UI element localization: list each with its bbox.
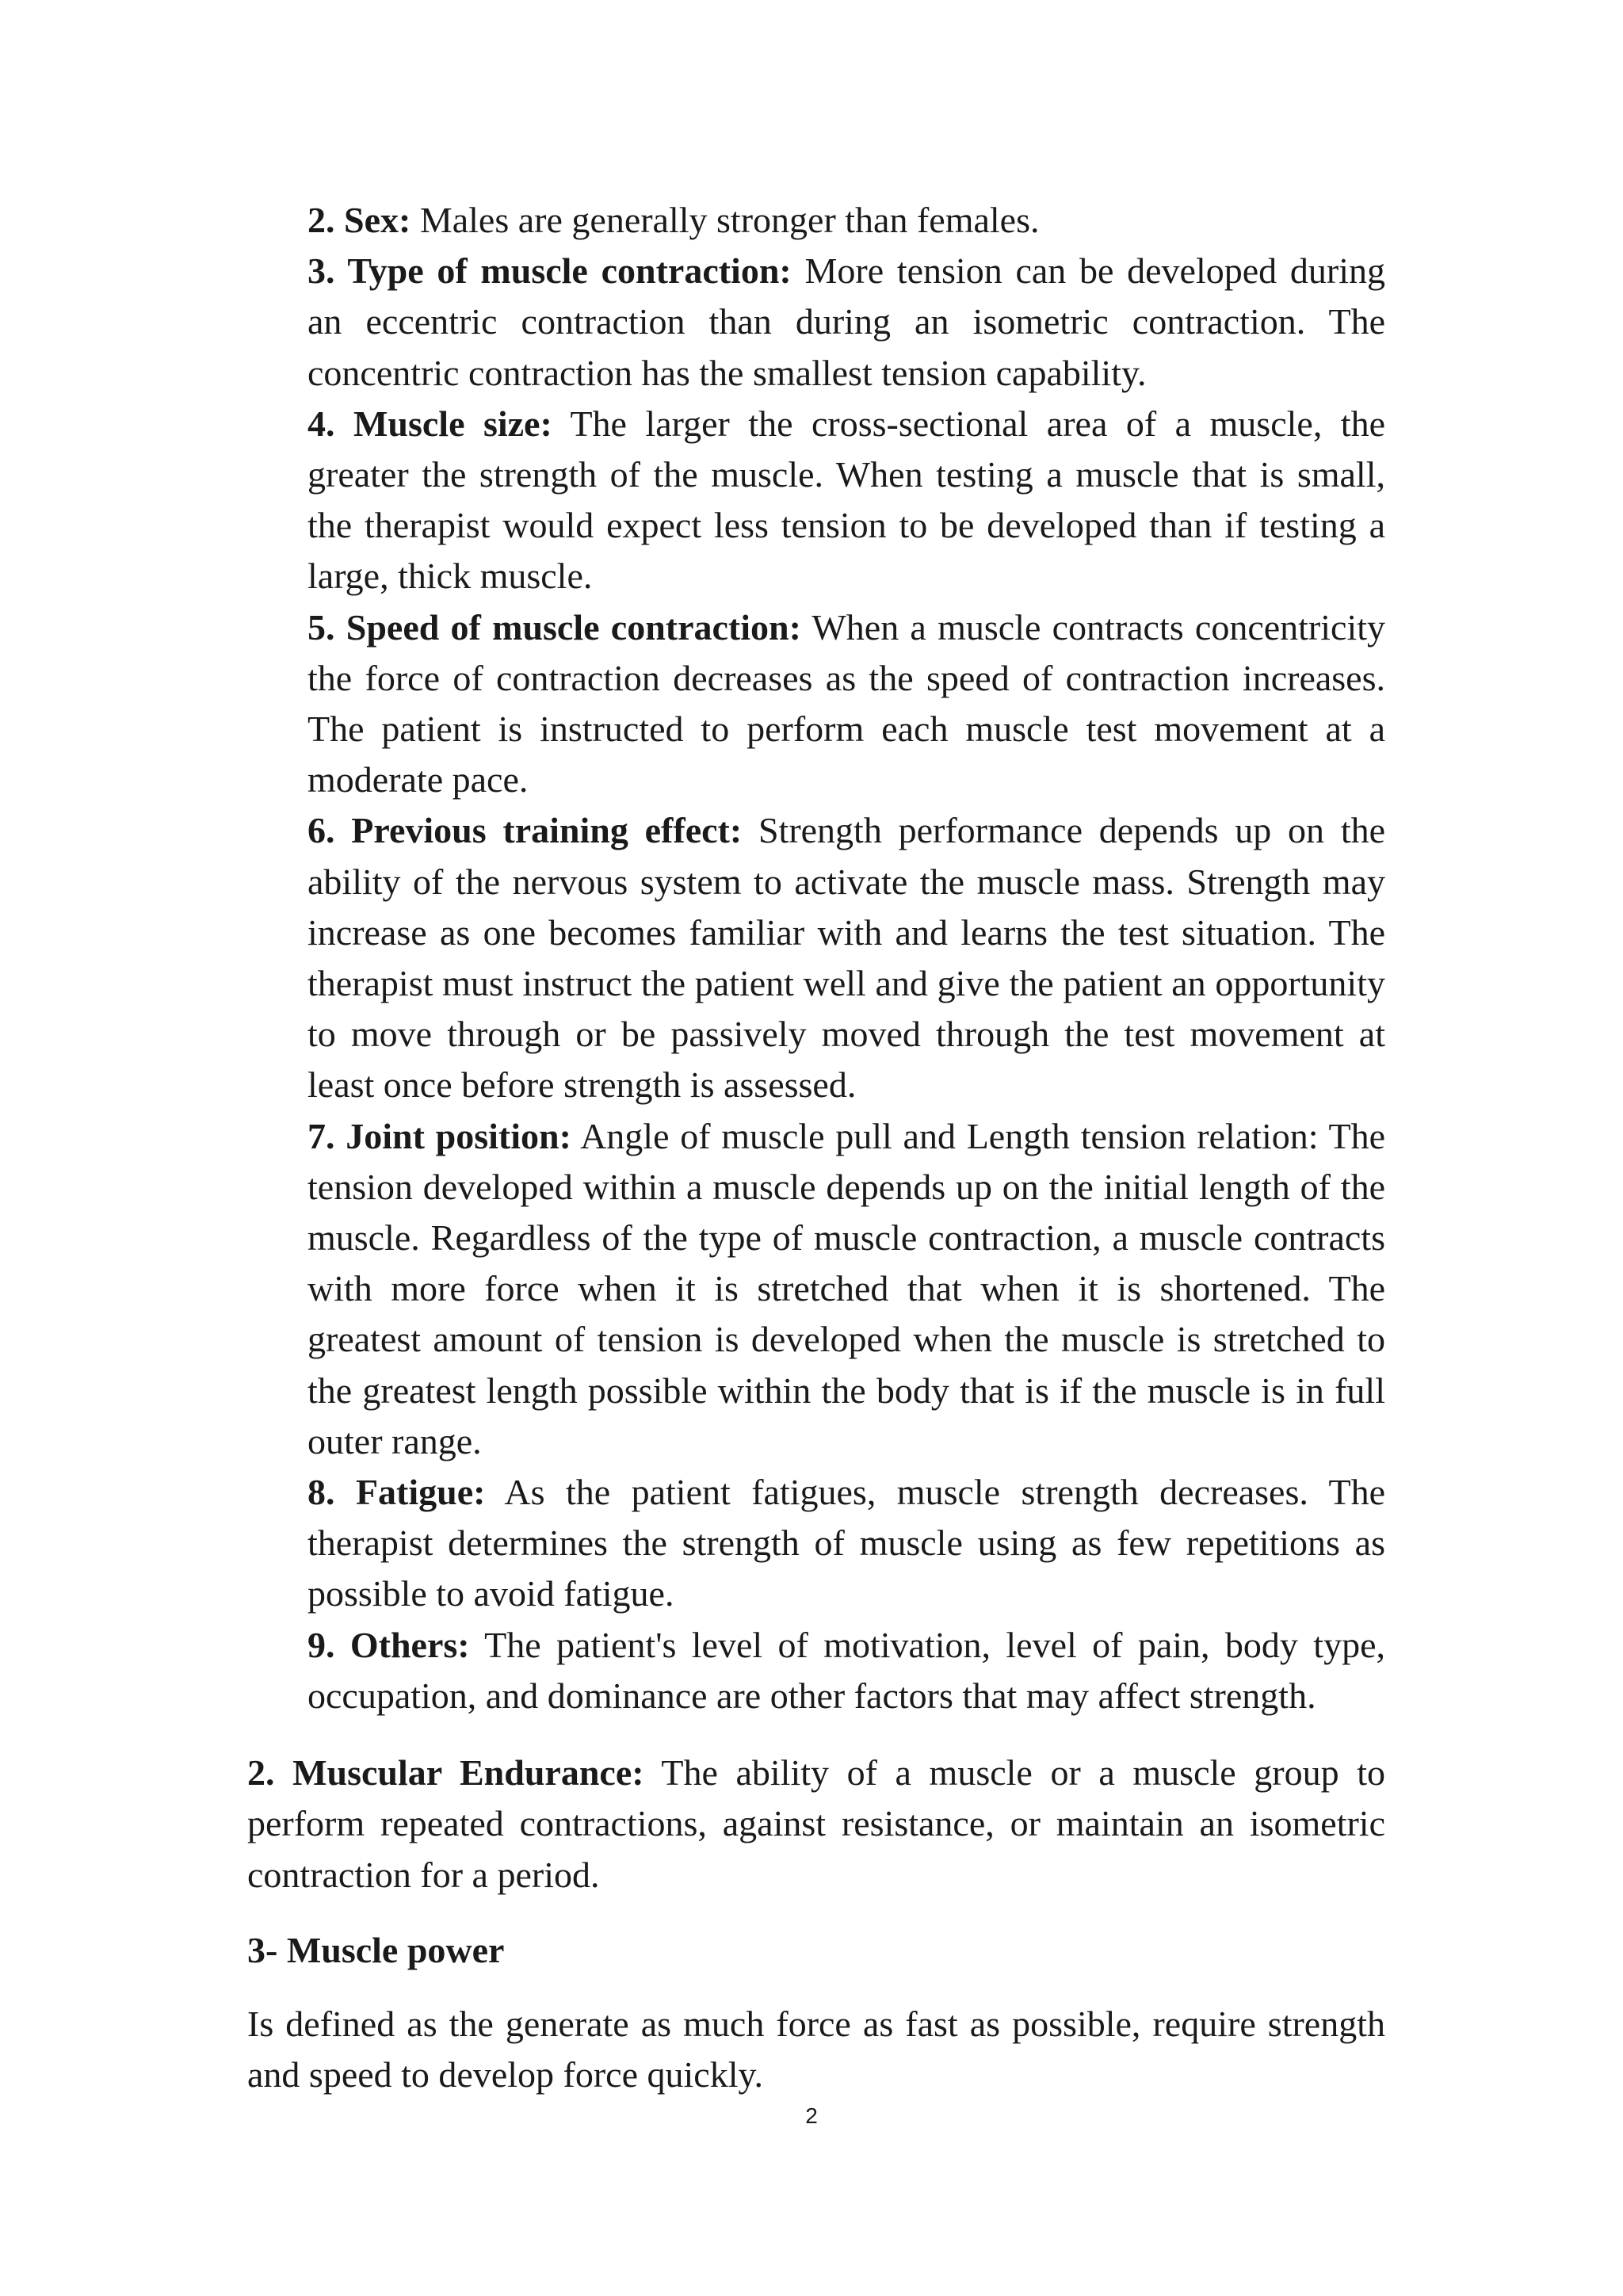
factor-label: 2. Sex:	[307, 200, 411, 240]
factor-label: 8. Fatigue:	[307, 1472, 486, 1513]
factor-text: Angle of muscle pull and Length tension relation: The tension developed within a muscle depends up on the initial length of the muscle. Regardless of the type of muscle contraction, a muscle contracts with more force when it is stretched that when it is shortened. The greatest amount of tension is developed when the muscle is stretched to the greatest length possible within the body that is if the muscle is in full outer range.	[307, 1115, 1385, 1461]
section-label: 2. Muscular Endurance:	[247, 1752, 644, 1793]
factor-text: More tension can be developed during an eccentric contraction than during an isometric contraction. The concentric contraction has the smallest tension capability.	[307, 250, 1385, 393]
factor-label: 3. Type of muscle contraction:	[307, 250, 792, 292]
factor-text: Males are generally stronger than females.	[419, 200, 1040, 240]
strength-factors-list	[307, 195, 1385, 1721]
factor-label: 4. Muscle size:	[307, 403, 552, 444]
factor-label: 7. Joint position:	[307, 1115, 571, 1156]
factor-text: Strength performance depends up on the ability of the nervous system to activate the muscle mass. Strength may increase as one becomes familiar with and learns the test situation. The therapist must instruct the patient well and give the patient an opportunity to move through or be passively moved through the test movement at least once before strength is assessed.	[307, 810, 1386, 1106]
muscular-endurance-paragraph	[247, 1748, 1385, 1901]
factor-fatigue	[307, 1467, 1385, 1620]
factor-joint-position	[307, 1111, 1385, 1467]
section-text: The ability of a muscle or a muscle group to perform repeated contractions, against resistance, or maintain an isometric contraction for a period.	[247, 1752, 1385, 1895]
factor-text: The patient's level of motivation, level of pain, body type, occupation, and dominance are other factors that may affect strength.	[307, 1624, 1385, 1716]
factor-text: When a muscle contracts concentricity the force of contraction decreases as the speed of contraction increases. The patient is instructed to perform each muscle test movement at a moderate pace.	[307, 606, 1386, 800]
factor-previous-training	[307, 805, 1385, 1110]
factor-speed-of-contraction	[307, 602, 1385, 806]
factor-label: 9. Others:	[307, 1624, 470, 1665]
factor-sex	[307, 195, 1385, 246]
factor-muscle-size	[307, 399, 1385, 602]
factor-text: As the patient fatigues, muscle strength decreases. The therapist determines the strength of muscle using as few repetitions as possible to avoid fatigue.	[307, 1472, 1386, 1614]
factor-others	[307, 1620, 1385, 1721]
muscle-power-heading: 3- Muscle power	[247, 1930, 505, 1970]
factor-label: 5. Speed of muscle contraction:	[307, 606, 801, 648]
factor-type-of-contraction	[307, 246, 1385, 399]
factor-text: The larger the cross-sectional area of a muscle, the greater the strength of the muscle. When testing a muscle that is small, the therapist would expect less tension to be developed than if testing a large, thick muscle.	[307, 403, 1385, 597]
factor-label: 6. Previous training effect:	[307, 810, 743, 851]
muscle-power-paragraph: Is defined as the generate as much force as fast as possible, require strength and speed to develop force quickly.	[247, 2004, 1385, 2095]
page-number: 2	[805, 2103, 818, 2128]
